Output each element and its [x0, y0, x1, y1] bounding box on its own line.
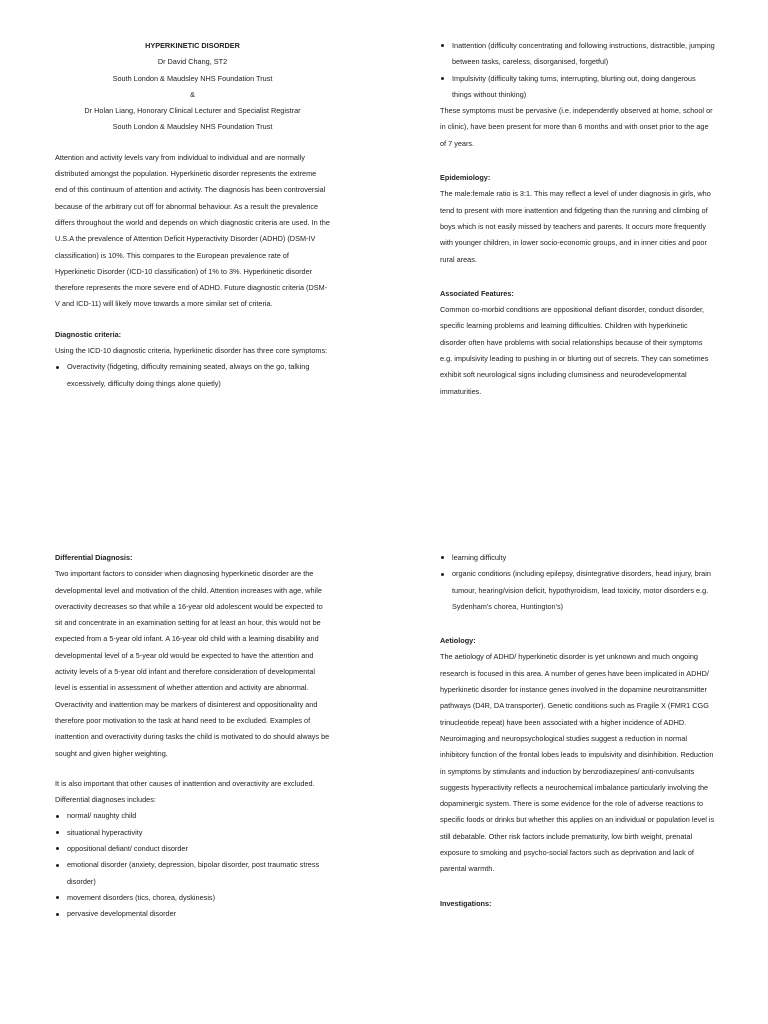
differential-list-left [55, 808, 330, 922]
aetiology-heading: Aetiology: [440, 636, 476, 646]
document-title: HYPERKINETIC DISORDER [145, 41, 240, 50]
list-item: organic conditions (including epilepsy, disintegrative disorders, head injury, brain tumour, hearing/vision deficit, hypothyroidism, lead toxicity, motor disorders e.g. Sydenham's chorea, Huntington's) [440, 566, 715, 615]
affiliation-2: South London & Maudsley NHS Foundation Trust [112, 122, 273, 132]
epidemiology-paragraph: The male:female ratio is 3:1. This may reflect a level of under diagnosis in girls, who tend to present with more inattention and fidgeting than the running and climbing of boys which is not easily missed by teachers and parents. It occurs more frequently with younger children, in lower socio-economic groups, and in inner cities and poor rural areas. [440, 189, 711, 264]
aetiology-paragraph: The aetiology of ADHD/ hyperkinetic disorder is yet unknown and much ongoing research is focused in this area. A number of genes have been implicated in ADHD/ hyperkinetic disorder for instance genes involved in the dopamine neurotransmitter pathways (D4R, DA transporter). Genetic conditions such as Fragile X (FMR1 CGG trinucleotide repeat) have been associated with a higher incidence of ADHD. Neuroimaging and neuropsychological studies suggest a reduction in normal inhibitory function of the frontal lobes leads to impulsivity and disinhibition. Reduction in symptoms by stimulants and induction by benzodiazepines/ anti-convulsants suggests hyperactivity reflects a neurochemical imbalance particularly involving the dopaminergic system. There is some evidence for the role of adverse reactions to specific foods or drinks but whether this applies on an individual or population level is still debatable. Other risk factors include prematurity, low birth weight, prenatal exposure to smoking and psycho-social factors such as deprivation and lack of parental warmth. [440, 652, 715, 874]
title-block [55, 38, 330, 136]
list-item: emotional disorder (anxiety, depression, bipolar disorder, post traumatic stress disorder) [55, 857, 330, 890]
associated-paragraph: Common co-morbid conditions are oppositional defiant disorder, conduct disorder, specific learning problems and learning difficulties. Children with hyperkinetic disorder often have problems with social relationships because of their symptoms e.g. impulsivity leading to pushing in or blurting out of secrets. They can sometimes exhibit soft neurological signs including clumsiness and neurodevelopmental immaturities. [440, 305, 709, 396]
investigations-heading: Investigations: [440, 898, 492, 908]
list-item: Inattention (difficulty concentrating and following instructions, distractible, jumping between tasks, careless, disorganised, forgetful) [440, 38, 715, 71]
list-item: situational hyperactivity [55, 825, 330, 841]
differential-paragraph: Two important factors to consider when diagnosing hyperkinetic disorder are the developmental level and motivation of the child. Attention increases with age, while overactivity decreases so that while a 16-year old adolescent would be expected to sit and concentrate in an examination setting for at least an hour, this would not be expected from a 5-year old infant. A 16-year old child with a learning disability and developmental level of a 5-year old would be expected to have the attention and activity levels of a 5-year old infant and therefore consideration of developmental level is essential in assessment of whether attention and activity are abnormal. Overactivity and inattention may be markers of disinterest and oppositionality and therefore poor motivation to the task at hand need to be excluded. Examples of inattention and overactivity during tasks the child is motivated to do should always be sought and given higher weighting. [55, 569, 330, 758]
associated-heading: Associated Features: [440, 288, 514, 298]
list-item: Overactivity (fidgeting, difficulty remaining seated, always on the go, talking excessively, difficulty doing things alone quietly) [55, 359, 330, 392]
differential-heading: Differential Diagnosis: [55, 553, 133, 562]
pervasive-paragraph: These symptoms must be pervasive (i.e. independently observed at home, school or in clinic), have been present for more than 6 months and with onset prior to the age of 7 years. [440, 106, 713, 148]
intro-paragraph: Attention and activity levels vary from individual to individual and are normally distributed amongst the population. Hyperkinetic disorder represents the extreme end of this continuum of attention and activity. The diagnosis has been controversial because of the arbitrary cut off for abnormal behaviour. As a result the prevalence differs throughout the world and depends on which diagnostic criteria are used. In the U.S.A the prevalence of Attention Deficit Hyperactivity Disorder (ADHD) (DSM-IV classification) is 10%. This compares to the European prevalence rate of Hyperkinetic Disorder (ICD-10 classification) of 1% to 3%. Hyperkinetic disorder therefore represents the more severe end of ADHD. Future diagnostic criteria (DSM-V and ICD-11) will likely move towards a more similar set of criteria. [55, 152, 330, 309]
differential-exclusion-text: It is also important that other causes of inattention and overactivity are excluded. [55, 778, 315, 788]
list-item: normal/ naughty child [55, 808, 330, 824]
column-bottom-left [55, 550, 330, 937]
diagnostic-list-left [55, 359, 330, 392]
list-item: Impulsivity (difficulty taking turns, interrupting, blurting out, doing dangerous things without thinking) [440, 71, 715, 104]
column-top-right [440, 38, 715, 414]
author-1: Dr David Chang, ST2 [157, 57, 228, 67]
list-item: movement disorders (tics, chorea, dyskinesis) [55, 890, 330, 906]
differential-includes-text: Differential diagnoses includes: [55, 795, 156, 805]
diagnostic-list-right [440, 38, 715, 103]
list-item: learning difficulty [440, 550, 715, 566]
diagnostic-heading: Diagnostic criteria: [55, 329, 122, 339]
epidemiology-heading: Epidemiology: [440, 173, 491, 183]
differential-list-right [440, 550, 715, 615]
diagnostic-lead: Using the ICD-10 diagnostic criteria, hyperkinetic disorder has three core symptoms: [55, 346, 328, 356]
column-bottom-right [440, 550, 715, 912]
list-item: pervasive developmental disorder [55, 906, 330, 922]
ampersand: & [190, 89, 195, 99]
author-2: Dr Holan Liang, Honorary Clinical Lecturer and Specialist Registrar [84, 106, 301, 116]
list-item: oppositional defiant/ conduct disorder [55, 841, 330, 857]
affiliation-1: South London & Maudsley NHS Foundation Trust [112, 73, 273, 83]
column-top-left [55, 38, 330, 406]
